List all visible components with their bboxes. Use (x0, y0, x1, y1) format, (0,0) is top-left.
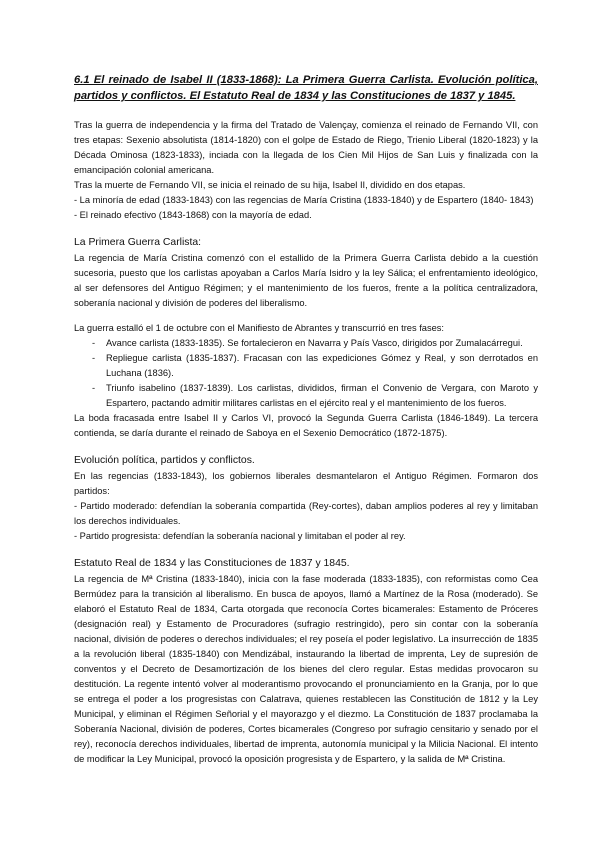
carlista-section (74, 235, 538, 441)
evolucion-paragraph-2: - Partido moderado: defendían la soberanía compartida (Rey-cortes), daban amplios poderes al rey y limitaban los derechos individuales. (74, 501, 538, 526)
carlista-heading: La Primera Guerra Carlista: (74, 237, 202, 248)
intro-paragraph-1: Tras la guerra de independencia y la firma del Tratado de Valençay, comienza el reinado de Fernando VII, con tres etapas: Sexenio absolutista (1814-1820) con el golpe de Estado de Riego, Trienio Liberal (1820-1823) y la Década Ominosa (1823-1833), inciada con la llegada de los Cien Mil Hijos de San Luis y finalizada con la emancipación colonial americana. (74, 120, 538, 175)
document-title: 6.1 El reinado de Isabel II (1833-1868): La Primera Guerra Carlista. Evolución política, partidos y conflictos. El Estatuto Real de 1834 y las Constituciones de 1837 y 1845. (74, 74, 538, 102)
carlista-paragraph-1: La regencia de María Cristina comenzó con el estallido de la Primera Guerra Carlista debido a la cuestión sucesoria, puesto que los carlistas apoyaban a Carlos María Isidro y la ley Sálica; el enfrentamiento ideológico, al ser defensores del Antiguo Régimen; y el mantenimiento de los fueros, frente a la política centralizadora, soberanía nacional y división de poderes del liberalismo. (74, 253, 538, 308)
evolucion-section (74, 453, 538, 544)
carlista-paragraph-3: La boda fracasada entre Isabel II y Carlos VI, provocó la Segunda Guerra Carlista (1846-1849). La tercera contienda, se daría durante el reinado de Saboya en el Sexenio Democrático (1872-1875). (74, 413, 538, 438)
evolucion-heading: Evolución política, partidos y conflictos. (74, 455, 255, 466)
intro-paragraph-4: - El reinado efectivo (1843-1868) con la mayoría de edad. (74, 210, 312, 220)
phases-list (74, 336, 538, 411)
intro-paragraph-2: Tras la muerte de Fernando VII, se inicia el reinado de su hija, Isabel II, dividido en dos etapas. (74, 180, 466, 190)
phase-item: - Avance carlista (1833-1835). Se fortalecieron en Navarra y País Vasco, dirigidos por Zumalacárregui. (74, 336, 538, 351)
estatuto-heading: Estatuto Real de 1834 y las Constituciones de 1837 y 1845. (74, 558, 350, 569)
carlista-paragraph-2: La guerra estalló el 1 de octubre con el Manifiesto de Abrantes y transcurrió en tres fases: (74, 323, 445, 333)
intro-paragraph-3: - La minoría de edad (1833-1843) con las regencias de María Cristina (1833-1840) y de Espartero (1840- 1843) (74, 195, 534, 205)
document-page (74, 72, 538, 767)
estatuto-paragraph-1: La regencia de Mª Cristina (1833-1840), inicia con la fase moderada (1833-1835), con reformistas como Cea Bermúdez para la transición al liberalismo. En busca de apoyos, llamó a Martínez de la Rosa (moderado). Se elaboró el Estatuto Real de 1834, Carta otorgada que reconocía Cortes bicamerales: Estamento de Próceres (designación real) y Estamento de Procuradores (sufragio restringido), pero sin contar con la soberanía nacional, división de poderes o derechos individuales; el rey poseía el poder legislativo. La insurrección de 1835 a la revolución liberal (1835-1840) con Mendizábal, instaurando la libertad de imprenta, Ley de supresión de conventos y el Decreto de Desamortización de los bienes del clero regular. Estas medidas provocaron su destitución. La regente intentó volver al moderantismo provocando el pronunciamiento en la Granja, por lo que se entrega el poder a los progresistas con Calatrava, quienes restablecen las Constitución de 1812 y la Ley Municipal, y eliminan el Régimen Señorial y el mayorazgo y el diezmo. La Constitución de 1837 proclamaba la Soberanía Nacional, división de poderes, Cortes bicamerales (Congreso por sufragio censitario y senado por el rey), reconocía derechos individuales, libertad de imprenta, autonomía municipal y la Milicia Nacional. El intento de modificar la Ley Municipal, provocó la oposición progresista y de Espartero, y la salida de Mª Cristina. (74, 574, 538, 764)
evolucion-paragraph-3: - Partido progresista: defendían la soberanía nacional y limitaban el poder al rey. (74, 531, 406, 541)
estatuto-section (74, 556, 538, 767)
phase-item: - Triunfo isabelino (1837-1839). Los carlistas, divididos, firman el Convenio de Vergara, con Maroto y Espartero, pactando admitir militares carlistas en el ejército real y el mantenimiento de los fueros. (74, 381, 538, 411)
phase-item: - Repliegue carlista (1835-1837). Fracasan con las expediciones Gómez y Real, y son derrotados en Luchana (1836). (74, 351, 538, 381)
evolucion-paragraph-1: En las regencias (1833-1843), los gobiernos liberales desmantelaron el Antiguo Régimen. Formaron dos partidos: (74, 471, 538, 496)
intro-section (74, 118, 538, 223)
